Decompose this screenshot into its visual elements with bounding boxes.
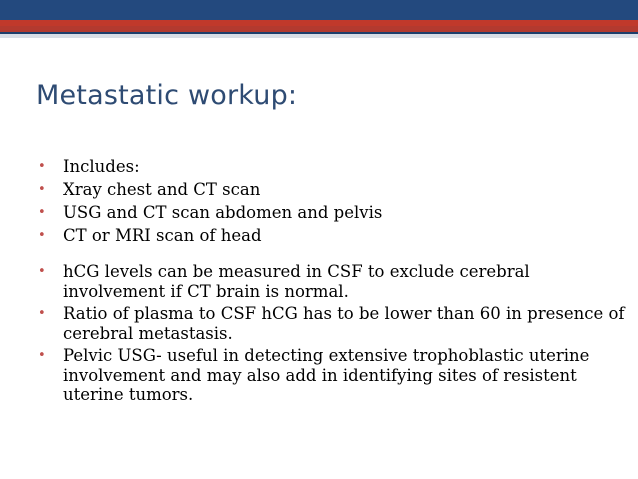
bullet-item <box>38 226 628 245</box>
bullet-dot-icon: • <box>38 159 46 174</box>
bullet-text: Pelvic USG- useful in detecting extensive trophoblastic uterine involvement and may also add in identifying sites of resistent uterine tumors. <box>63 346 590 404</box>
bullet-text: Xray chest and CT scan <box>63 180 261 199</box>
bullet-dot-icon: • <box>38 348 46 363</box>
header-stripe-blue <box>0 0 638 20</box>
bullet-dot-icon: • <box>38 205 46 220</box>
bullet-text: USG and CT scan abdomen and pelvis <box>63 203 383 222</box>
bullet-dot-icon: • <box>38 264 46 279</box>
bullet-dot-icon: • <box>38 182 46 197</box>
bullet-item <box>38 203 628 222</box>
bullet-text: Includes: <box>63 157 140 176</box>
bullet-item <box>38 346 628 405</box>
bullet-list <box>38 157 628 405</box>
header-stripe-gray <box>0 34 638 38</box>
bullet-dot-icon: • <box>38 306 46 321</box>
bullet-item <box>38 180 628 199</box>
bullet-item <box>38 262 628 301</box>
bullet-item <box>38 157 628 176</box>
bullet-text: hCG levels can be measured in CSF to exclude cerebral involvement if CT brain is normal. <box>63 262 530 301</box>
bullet-text: CT or MRI scan of head <box>63 226 262 245</box>
slide-title: Metastatic workup: <box>36 80 298 111</box>
header-decoration <box>0 0 638 38</box>
bullet-dot-icon: • <box>38 228 46 243</box>
bullet-item <box>38 304 628 343</box>
bullet-text: Ratio of plasma to CSF hCG has to be lower than 60 in presence of cerebral metastasis. <box>63 304 625 343</box>
